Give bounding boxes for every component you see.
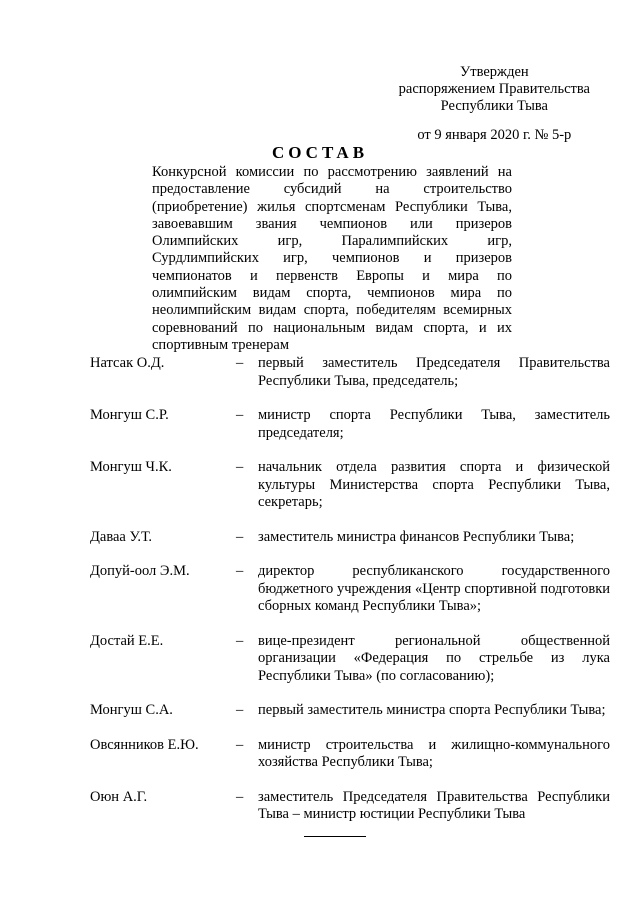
dash: – <box>236 632 244 649</box>
member-name: Монгуш С.Р. <box>90 407 169 423</box>
member-row <box>90 702 610 720</box>
member-role: первый заместитель министра спорта Республики Тыва; <box>258 702 606 718</box>
member-name: Допуй-оол Э.М. <box>90 563 190 579</box>
member-row <box>90 789 610 824</box>
member-row <box>90 459 610 512</box>
member-row <box>90 529 610 547</box>
dash: – <box>236 788 244 805</box>
document-subtitle: Конкурсной комиссии по рассмотрению заявлений на предоставление субсидий на строительство (приобретение) жилья спортсменам Республики Тыва, завоевавшим звания чемпионов или призеров Олимпийских игр, Паралимпийских игр, Сурдлимпийских игр, чемпионов и призеров чемпионатов и первенств Европы и мира по олимпийским видам спорта, чемпионов мира по неолимпийским видам спорта, победителям всемирных соревнований по национальным видам спорта, и их спортивным тренерам <box>152 164 512 353</box>
dash: – <box>236 563 244 579</box>
member-row <box>90 737 610 772</box>
approval-block <box>399 64 590 144</box>
dash: – <box>236 355 244 371</box>
member-name: Даваа У.Т. <box>90 528 153 545</box>
member-list <box>90 355 610 824</box>
dash: – <box>236 407 244 423</box>
approval-date: от 9 января 2020 г. № 5-р <box>417 127 572 143</box>
member-role: министр спорта Республики Тыва, заместитель председателя; <box>258 407 610 441</box>
member-name: Монгуш Ч.К. <box>90 459 172 475</box>
member-name: Монгуш С.А. <box>90 702 173 718</box>
approval-line: Республики Тыва <box>440 98 548 114</box>
dash: – <box>236 459 244 475</box>
member-row <box>90 407 610 442</box>
member-row <box>90 355 610 390</box>
member-row <box>90 563 610 616</box>
approval-line: распоряжением Правительства <box>398 81 590 97</box>
member-role: директор республиканского государственного бюджетного учреждения «Центр спортивной подготовки сборных команд Республики Тыва»; <box>258 563 610 614</box>
document-title: СОСТАВ <box>271 143 369 162</box>
end-rule <box>304 836 366 837</box>
member-role: вице-президент региональной общественной организации «Федерация по стрельбе из лука Республики Тыва» (по согласованию); <box>258 632 610 684</box>
member-name: Оюн А.Г. <box>90 788 148 805</box>
member-name: Овсянников Е.Ю. <box>90 736 199 753</box>
dash: – <box>236 736 244 753</box>
member-role: заместитель министра финансов Республики Тыва; <box>258 528 575 545</box>
member-name: Достай Е.Е. <box>90 632 164 649</box>
member-role: заместитель Председателя Правительства Республики Тыва – министр юстиции Республики Тыва <box>258 788 610 822</box>
member-row <box>90 633 610 686</box>
dash: – <box>236 702 244 718</box>
approval-line: Утвержден <box>460 64 529 80</box>
member-name: Натсак О.Д. <box>90 355 165 371</box>
member-role: министр строительства и жилищно-коммунального хозяйства Республики Тыва; <box>258 736 610 770</box>
member-role: начальник отдела развития спорта и физической культуры Министерства спорта Республики Тыва, секретарь; <box>258 459 610 510</box>
dash: – <box>236 528 244 545</box>
member-role: первый заместитель Председателя Правительства Республики Тыва, председатель; <box>258 355 610 389</box>
